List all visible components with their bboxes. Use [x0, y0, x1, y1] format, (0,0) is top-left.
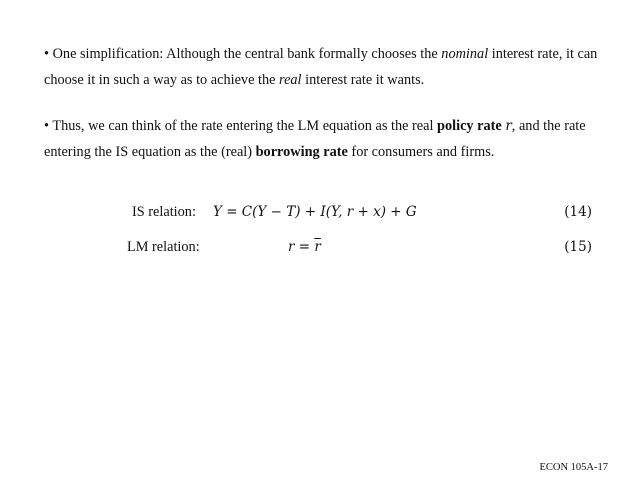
equation-number-15: (15)	[564, 239, 592, 255]
bullet: •	[44, 118, 50, 134]
is-relation-formula: Y = C(Y − T) + I(Y, r + x) + G	[213, 204, 417, 220]
slide-footer: ECON 105A-17	[539, 462, 608, 473]
paragraph-policy-rate	[44, 113, 604, 165]
lm-relation-label: LM relation:	[127, 239, 200, 255]
lm-lhs: r =	[288, 239, 315, 255]
real-emphasis: real	[279, 72, 302, 88]
para2-text-a: Thus, we can think of the rate entering the LM equation as the real	[49, 118, 438, 134]
para1-text-a: One simplification: Although the central bank formally chooses the	[49, 46, 442, 62]
para2-text-b: , and the rate entering the IS equation as the (real)	[44, 118, 586, 160]
paragraph-simplification	[44, 41, 604, 93]
is-relation-label: IS relation:	[132, 204, 196, 220]
symbol-r: r	[505, 118, 512, 134]
borrowing-rate-term: borrowing rate	[255, 144, 348, 160]
para1-text-b: interest rate, it can choose it in such a way as to achieve the	[44, 46, 598, 88]
nominal-emphasis: nominal	[441, 46, 489, 62]
r-bar-symbol: $\overline{r}$	[314, 239, 321, 255]
policy-rate-term: policy rate	[437, 118, 502, 134]
lm-equation-row	[0, 239, 638, 263]
para1-text-c: interest rate it wants.	[301, 72, 425, 88]
lm-relation-formula	[288, 239, 321, 255]
equation-number-14: (14)	[564, 204, 592, 220]
is-equation-row	[0, 204, 638, 228]
bullet: •	[44, 46, 50, 62]
para2-text-c: for consumers and firms.	[347, 144, 495, 160]
